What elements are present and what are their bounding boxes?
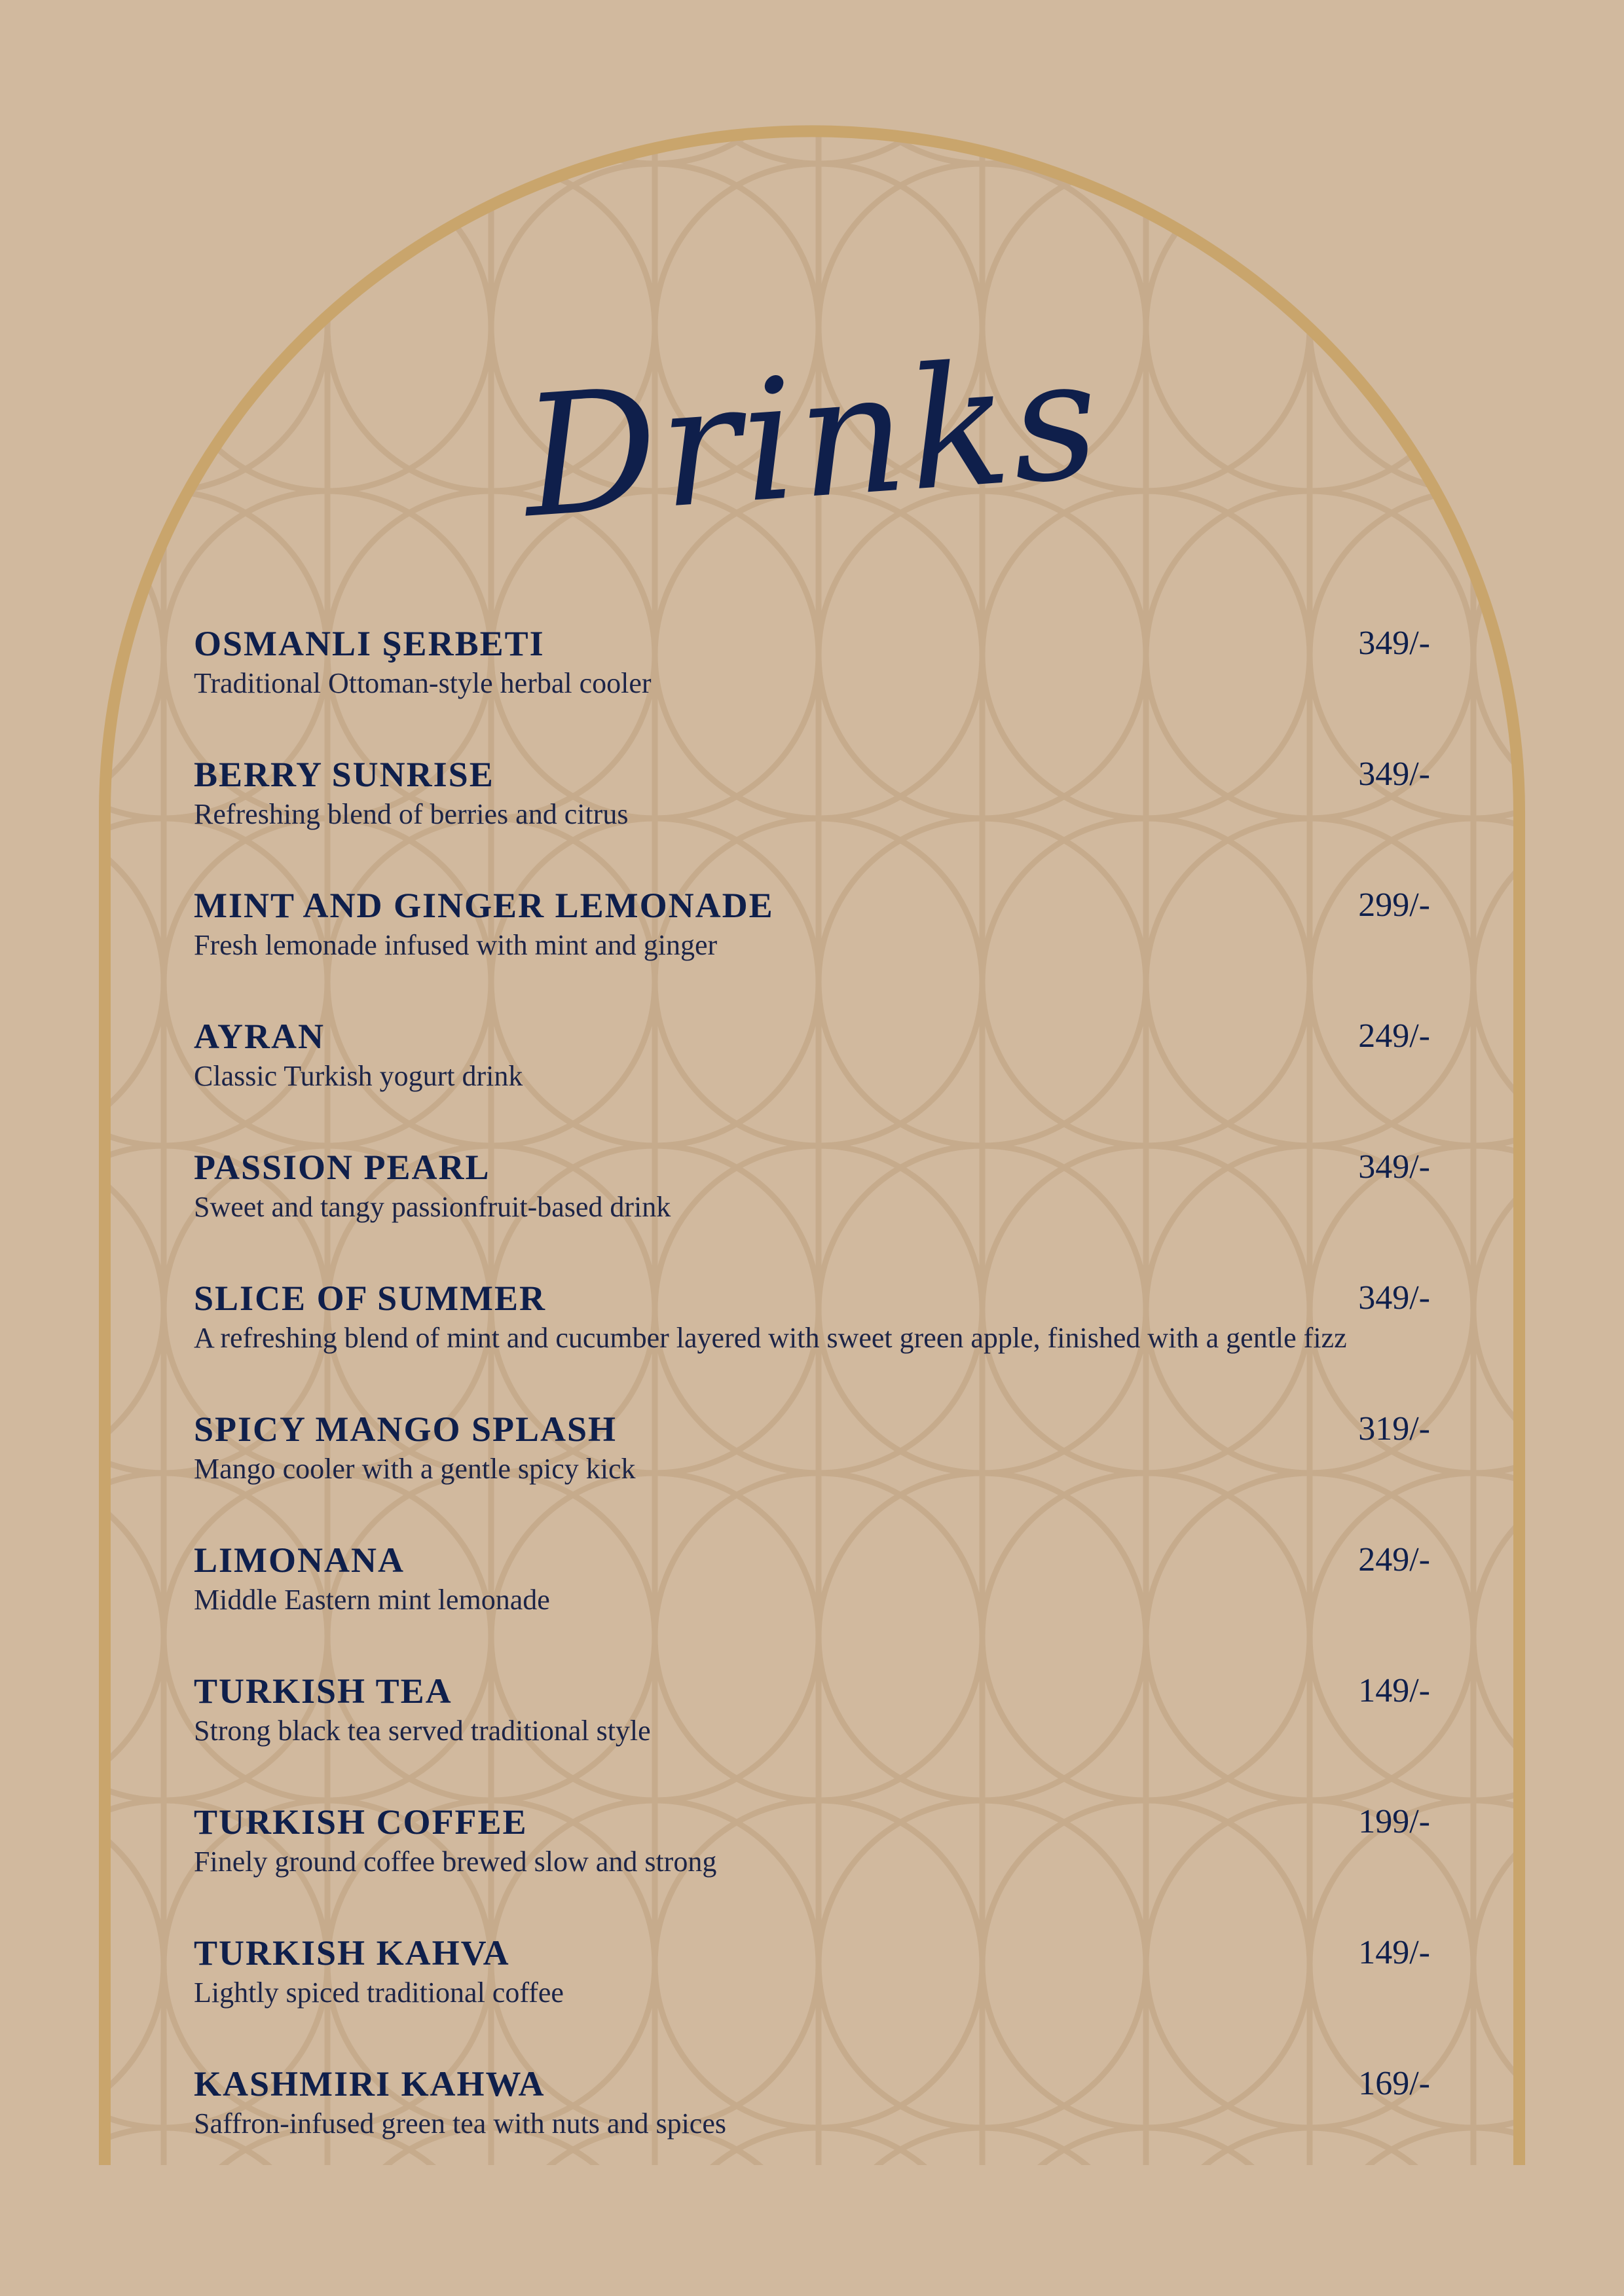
item-name: AYRAN [194, 1017, 325, 1056]
item-description: Saffron-infused green tea with nuts and spices [194, 2107, 726, 2140]
menu-item [194, 1930, 1430, 2061]
menu-item [194, 1406, 1430, 1537]
item-price: 169/- [1358, 2065, 1430, 2102]
menu-item [194, 1144, 1430, 1275]
item-name: TURKISH KAHVA [194, 1933, 510, 1973]
item-price: 249/- [1358, 1017, 1430, 1055]
menu-item [194, 752, 1430, 883]
item-price: 149/- [1358, 1934, 1430, 1971]
menu-item [194, 883, 1430, 1013]
menu-item [194, 2061, 1430, 2192]
item-price: 249/- [1358, 1541, 1430, 1578]
item-price: 199/- [1358, 1803, 1430, 1840]
item-price: 319/- [1358, 1410, 1430, 1448]
item-description: Classic Turkish yogurt drink [194, 1060, 523, 1092]
item-name: SLICE OF SUMMER [194, 1279, 547, 1318]
item-description: Lightly spiced traditional coffee [194, 1977, 564, 2009]
menu-item [194, 1013, 1430, 1144]
item-description: A refreshing blend of mint and cucumber layered with sweet green apple, finished with a gentle fizz [194, 1322, 1347, 1354]
item-description: Mango cooler with a gentle spicy kick [194, 1453, 636, 1485]
item-description: Middle Eastern mint lemonade [194, 1584, 550, 1616]
menu-item [194, 1668, 1430, 1799]
item-description: Sweet and tangy passionfruit-based drink [194, 1191, 671, 1223]
drinks-menu-list [194, 621, 1430, 2192]
item-name: MINT AND GINGER LEMONADE [194, 886, 774, 925]
item-name: KASHMIRI KAHWA [194, 2064, 545, 2104]
item-price: 149/- [1358, 1672, 1430, 1709]
item-description: Finely ground coffee brewed slow and strong [194, 1846, 717, 1878]
item-description: Fresh lemonade infused with mint and ginger [194, 929, 718, 961]
item-name: SPICY MANGO SPLASH [194, 1410, 618, 1449]
item-name: OSMANLI ŞERBETI [194, 624, 545, 663]
item-price: 349/- [1358, 1279, 1430, 1317]
menu-item [194, 1537, 1430, 1668]
item-name: TURKISH TEA [194, 1671, 452, 1711]
item-price: 349/- [1358, 625, 1430, 662]
menu-item [194, 621, 1430, 752]
item-name: BERRY SUNRISE [194, 755, 494, 794]
item-description: Strong black tea served traditional style [194, 1715, 651, 1747]
item-name: PASSION PEARL [194, 1148, 490, 1187]
item-name: LIMONANA [194, 1540, 405, 1580]
item-name: TURKISH COFFEE [194, 1802, 528, 1842]
menu-item [194, 1799, 1430, 1930]
item-price: 299/- [1358, 886, 1430, 924]
item-price: 349/- [1358, 1148, 1430, 1186]
item-description: Refreshing blend of berries and citrus [194, 798, 629, 830]
item-description: Traditional Ottoman-style herbal cooler [194, 667, 652, 699]
page-title: Drinks [517, 321, 1107, 556]
item-price: 349/- [1358, 756, 1430, 793]
menu-item [194, 1275, 1430, 1406]
